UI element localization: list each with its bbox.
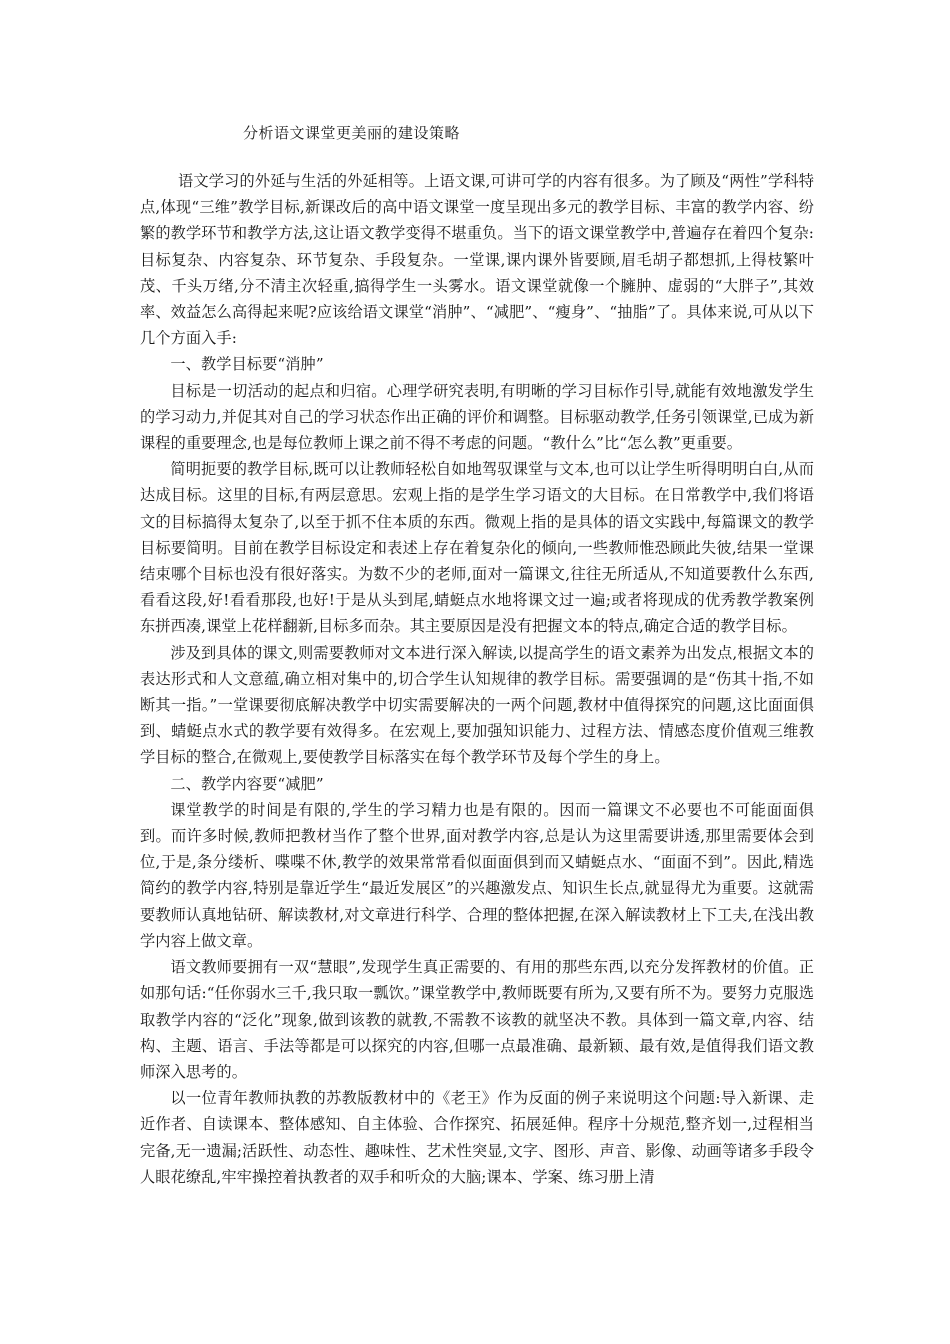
paragraph-intro: 语文学习的外延与生活的外延相等。上语文课,可讲可学的内容有很多。为了顾及“两性”学科特点,体现“三维”教学目标,新课改后的高中语文课堂一度呈现出多元的教学目标、丰富的教学内容、纷繁的教学环节和教学方法,这让语文教学变得不堪重负。当下的语文课堂教学中,普遍存在着四个复杂:目标复杂、内容复杂、环节复杂、手段复杂。一堂课,课内课外皆要顾,眉毛胡子都想抓,上得枝繁叶茂、千头万绪,分不清主次轻重,搞得学生一头雾水。语文课堂就像一个臃肿、虚弱的“大胖子”,其效率、效益怎么高得起来呢?应该给语文课堂“消肿”、“减肥”、“瘦身”、“抽脂”了。具体来说,可从以下几个方面入手: [140, 172, 814, 348]
paragraph: 简明扼要的教学目标,既可以让教师轻松自如地驾驭课堂与文本,也可以让学生听得明明白白,从而达成目标。这里的目标,有两层意思。宏观上指的是学生学习语文的大目标。在日常教学中,我们将语文的目标搞得太复杂了,以至于抓不住本质的东西。微观上指的是具体的语文实践中,每篇课文的教学目标要简明。目前在教学目标设定和表述上存在着复杂化的倾向,一些教师惟恐顾此失彼,结果一堂课结束哪个目标也没有很好落实。为数不少的老师,面对一篇课文,往往无所适从,不知道要教什么东西,看看这段,好!看看那段,也好!于是从头到尾,蜻蜓点水地将课文过一遍;或者将现成的优秀教学教案例东拼西凑,课堂上花样翻新,目标多而杂。其主要原因是没有把握文本的特点,确定合适的教学目标。 [140, 460, 814, 636]
section-heading-1: 一、教学目标要“消肿” [170, 355, 324, 374]
section-heading-2: 二、教学内容要“减肥” [170, 774, 324, 793]
paragraph: 课堂教学的时间是有限的,学生的学习精力也是有限的。因而一篇课文不必要也不可能面面俱到。而许多时候,教师把教材当作了整个世界,面对教学内容,总是认为这里需要讲透,那里需要体会到位,于是,条分缕析、喋喋不休,教学的效果常常看似面面俱到而又蜻蜓点水、“面面不到”。因此,精选简约的教学内容,特别是靠近学生“最近发展区”的兴趣激发点、知识生长点,就显得尤为重要。这就需要教师认真地钻研、解读教材,对文章进行科学、合理的整体把握,在深入解读教材上下工夫,在浅出教学内容上做文章。 [140, 800, 814, 950]
paragraph: 涉及到具体的课文,则需要教师对文本进行深入解读,以提高学生的语文素养为出发点,根据文本的表达形式和人文意蕴,确立相对集中的,切合学生认知规律的教学目标。需要强调的是“伤其十指,不如断其一指。”一堂课要彻底解决教学中切实需要解决的一两个问题,教材中值得探究的问题,这比面面俱到、蜻蜓点水式的教学要有效得多。在宏观上,要加强知识能力、过程方法、情感态度价值观三维教学目标的整合,在微观上,要使教学目标落实在每个教学环节及每个学生的身上。 [140, 643, 814, 767]
document-body [140, 168, 814, 1190]
document-title: 分析语文课堂更美丽的建设策略 [243, 124, 461, 142]
paragraph: 目标是一切活动的起点和归宿。心理学研究表明,有明晰的学习目标作引导,就能有效地激发学生的学习动力,并促其对自己的学习状态作出正确的评价和调整。目标驱动教学,任务引领课堂,已成为新课程的重要理念,也是每位教师上课之前不得不考虑的问题。“教什么”比“怎么教”更重要。 [140, 381, 814, 453]
paragraph: 以一位青年教师执教的苏教版教材中的《老王》作为反面的例子来说明这个问题:导入新课、走近作者、自读课本、整体感知、自主体验、合作探究、拓展延伸。程序十分规范,整齐划一,过程相当完备,无一遗漏;活跃性、动态性、趣味性、艺术性突显,文字、图形、声音、影像、动画等诸多手段令人眼花缭乱,牢牢操控着执教者的双手和听众的大脑;课本、学案、练习册上清 [140, 1089, 814, 1186]
paragraph: 语文教师要拥有一双“慧眼”,发现学生真正需要的、有用的那些东西,以充分发挥教材的价值。正如那句话:“任你弱水三千,我只取一瓢饮。”课堂教学中,教师既要有所为,又要有所不为。要努力克服选取教学内容的“泛化”现象,做到该教的就教,不需教不该教的就坚决不教。具体到一篇文章,内容、结构、主题、语言、手法等都是可以探究的内容,但哪一点最准确、最新颖、最有效,是值得我们语文教师深入思考的。 [140, 958, 814, 1081]
